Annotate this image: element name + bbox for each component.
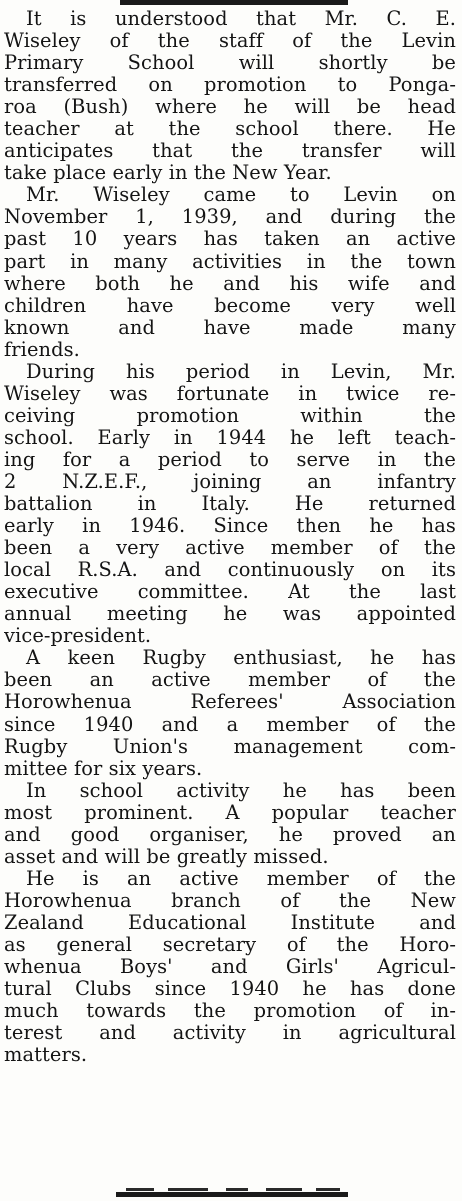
text-line: vice-president. <box>4 625 152 648</box>
text-line: friends. <box>4 338 80 361</box>
text-line: as general secretary of the Horo- <box>4 933 456 956</box>
text-line: Horowhenua branch of the New <box>4 889 456 912</box>
text-line: local R.S.A. and continuously on its <box>4 559 456 582</box>
text-line: whenua Boys' and Girls' Agricul- <box>4 956 456 979</box>
paragraph <box>4 780 456 868</box>
text-line: known and have made many <box>4 316 456 339</box>
text-line: Wiseley was fortunate in twice re- <box>4 382 456 405</box>
text-line: where both he and his wife and <box>4 272 456 295</box>
text-line: battalion in Italy. He returned <box>4 493 456 516</box>
article-body <box>4 8 456 1066</box>
text-line: Rugby Union's management com- <box>4 735 456 758</box>
text-line: transferred on promotion to Ponga- <box>4 74 456 97</box>
text-line: roa (Bush) where he will be head <box>4 96 456 119</box>
text-line: much towards the promotion of in- <box>4 1000 456 1023</box>
text-line: most prominent. A popular teacher <box>4 801 456 824</box>
text-line: November 1, 1939, and during the <box>4 206 456 229</box>
text-line: ing for a period to serve in the <box>4 448 456 471</box>
text-line: Horowhenua Referees' Association <box>4 691 456 714</box>
text-line: matters. <box>4 1044 88 1067</box>
text-line: During his period in Levin, Mr. <box>26 360 456 383</box>
text-line: In school activity he has been <box>26 779 456 802</box>
text-line: terest and activity in agricultural <box>4 1022 456 1045</box>
paragraph <box>4 647 456 779</box>
text-line: annual meeting he was appointed <box>4 603 456 626</box>
paragraph <box>4 8 456 184</box>
text-line: anticipates that the transfer will <box>4 140 456 163</box>
text-line: past 10 years has taken an active <box>4 228 456 251</box>
paragraph <box>4 361 456 648</box>
text-line: school. Early in 1944 he left teach- <box>4 426 456 449</box>
text-line: early in 1946. Since then he has <box>4 515 456 538</box>
text-line: part in many activities in the town <box>4 250 456 273</box>
text-line: mittee for six years. <box>4 757 203 780</box>
text-line: teacher at the school there. He <box>4 118 456 141</box>
top-column-rule <box>120 0 348 5</box>
text-line: been an active member of the <box>4 669 456 692</box>
text-line: executive committee. At the last <box>4 581 456 604</box>
text-line: asset and will be greatly missed. <box>4 845 329 868</box>
text-line: It is understood that Mr. C. E. <box>26 8 456 30</box>
text-line: children have become very well <box>4 294 456 317</box>
text-line: been a very active member of the <box>4 537 456 560</box>
text-line: He is an active member of the <box>26 867 456 890</box>
bottom-column-rule <box>116 1192 348 1197</box>
paragraph <box>4 184 456 360</box>
text-line: Wiseley of the staff of the Levin <box>4 30 456 53</box>
text-line: Mr. Wiseley came to Levin on <box>26 184 456 207</box>
text-line: Zealand Educational Institute and <box>4 911 456 934</box>
text-line: tural Clubs since 1940 he has done <box>4 978 456 1001</box>
text-line: 2 N.Z.E.F., joining an infantry <box>4 470 456 493</box>
text-line: since 1940 and a member of the <box>4 713 456 736</box>
text-line: A keen Rugby enthusiast, he has <box>26 647 456 670</box>
text-line: ceiving promotion within the <box>4 404 456 427</box>
paragraph <box>4 868 456 1066</box>
text-line: and good organiser, he proved an <box>4 823 456 846</box>
text-line: take place early in the New Year. <box>4 162 332 185</box>
text-line: Primary School will shortly be <box>4 52 456 75</box>
